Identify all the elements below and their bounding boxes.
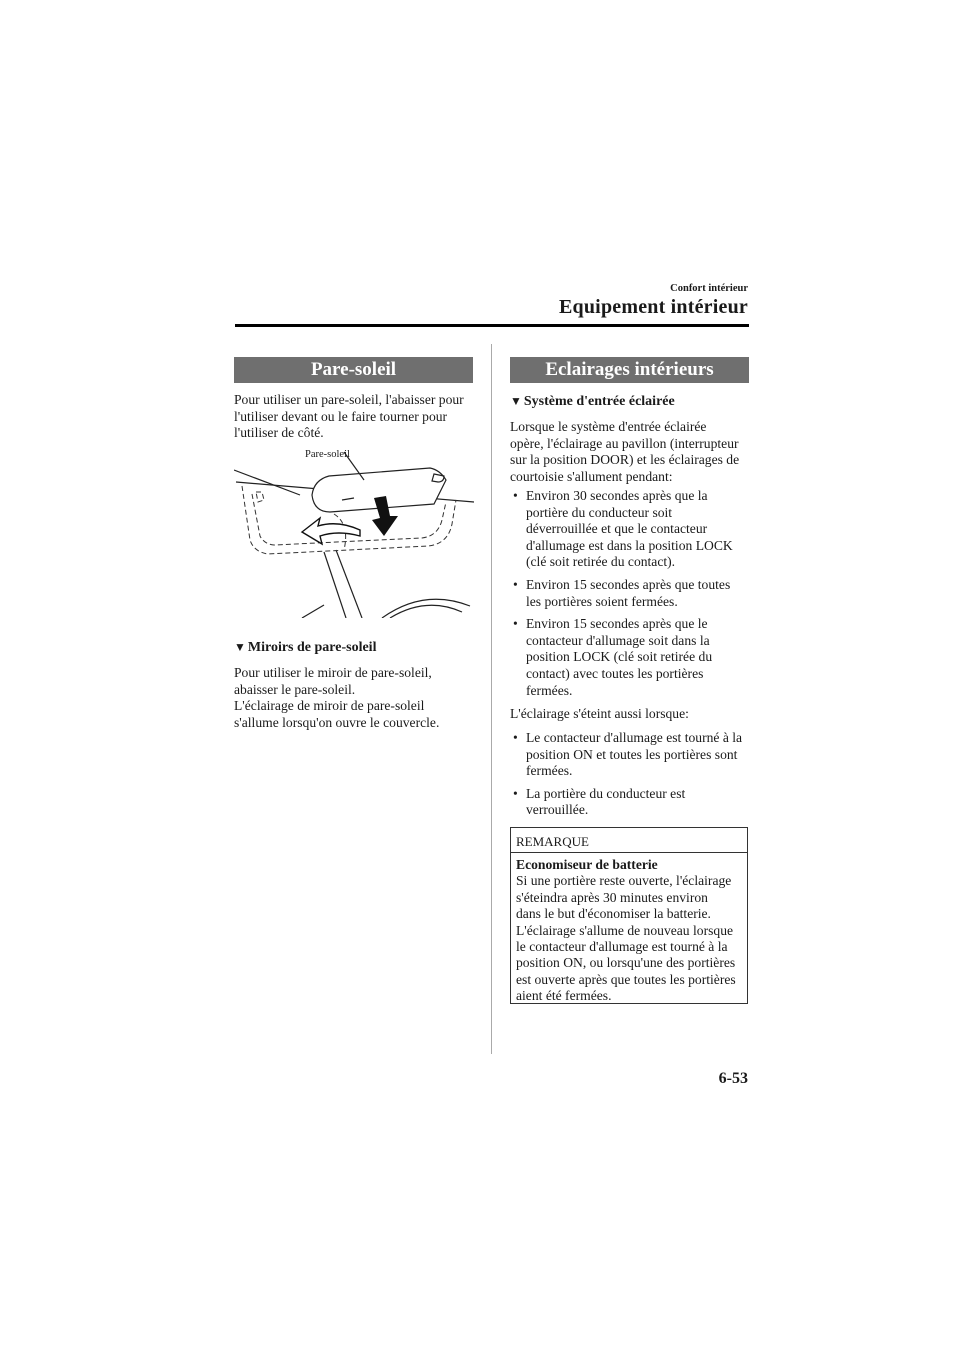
note-box xyxy=(510,827,748,1004)
illuminated-entry-intro: Lorsque le système d'entrée éclairée opère, l'éclairage au pavillon (interrupteur sur la position DOOR) et les éclairages de courtoisie s'allument pendant: xyxy=(510,419,740,484)
note-label: REMARQUE xyxy=(511,828,747,853)
sun-visor-intro: Pour utiliser un pare-soleil, l'abaisser pour l'utiliser devant ou le faire tourner pour l'utiliser de côté. xyxy=(234,392,464,441)
column-divider xyxy=(491,344,492,1054)
list-item: • Le contacteur d'allumage est tourné à la position ON et toutes les portières sont fermées. xyxy=(510,730,754,780)
sun-visor-heading: Pare-soleil xyxy=(234,357,473,383)
sun-visor-drawing xyxy=(234,440,474,618)
note-title: Economiseur de batterie xyxy=(516,857,658,872)
sun-visor-callout: Pare-soleil xyxy=(305,449,350,460)
chapter-title: Confort intérieur xyxy=(670,283,748,294)
triangle-down-icon: ▼ xyxy=(234,640,246,654)
section-title: Equipement intérieur xyxy=(559,296,748,318)
header-rule xyxy=(235,324,749,327)
interior-lights-heading: Eclairages intérieurs xyxy=(510,357,749,383)
lights-off-list xyxy=(510,730,754,825)
page-number: 6-53 xyxy=(718,1070,748,1087)
list-item: • Environ 15 secondes après que le contacteur d'allumage soit dans la position LOCK (clé soit retirée du contact) avec toutes les portières fermées. xyxy=(510,616,754,699)
lights-off-intro: L'éclairage s'éteint aussi lorsque: xyxy=(510,706,689,721)
sun-visor-illustration xyxy=(234,440,474,618)
mirrors-text: Pour utiliser le miroir de pare-soleil, abaisser le pare-soleil. L'éclairage de miroir de pare-soleil s'allume lorsqu'on ouvre le couvercle. xyxy=(234,665,440,730)
illuminated-entry-heading: ▼ Système d'entrée éclairée xyxy=(510,394,675,409)
mirrors-heading: ▼ Miroirs de pare-soleil xyxy=(234,640,377,655)
list-item: • Environ 15 secondes après que toutes les portières soient fermées. xyxy=(510,577,754,610)
lights-on-list xyxy=(510,488,754,705)
note-body: Economiseur de batterie Si une portière reste ouverte, l'éclairage s'éteindra après 30 minutes environ dans le but d'économiser la batterie. L'éclairage s'allume de nouveau lorsque le contacteur d'allumage est tourné à la position ON, ou lorsqu'une des portières est ouverte après que toutes les portières aient été fermées. xyxy=(511,853,747,1005)
list-item: • Environ 30 secondes après que la portière du conducteur soit déverrouillée et que le contacteur d'allumage est dans la position LOCK (clé soit retirée du contact). xyxy=(510,488,754,571)
list-item: • La portière du conducteur est verrouillée. xyxy=(510,786,754,819)
triangle-down-icon: ▼ xyxy=(510,394,522,408)
